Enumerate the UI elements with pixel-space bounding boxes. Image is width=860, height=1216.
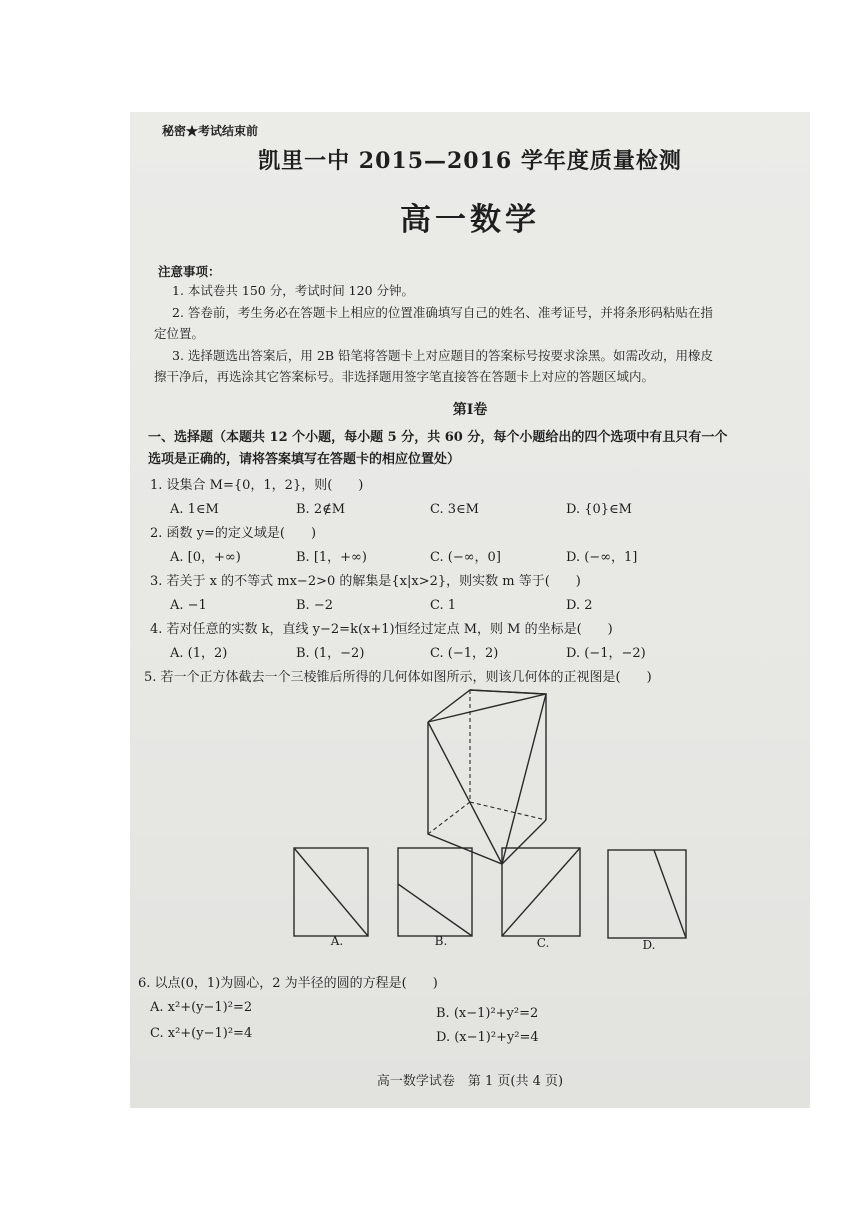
note-3-line-1: 3. 选择题选出答案后，用 2B 铅笔将答题卡上对应题目的答案标号按要求涂黑。如需改动，用橡皮 [172, 348, 713, 363]
question-3-option-a: A. −1 [170, 598, 207, 613]
question-6-option-d: D. (x−1)²+y²=4 [436, 1030, 539, 1045]
section-heading: 第Ⅰ卷 [452, 402, 488, 418]
question-1-option-b: B. 2∉M [296, 502, 346, 517]
front-view-label-b: B. [434, 934, 448, 948]
cube-hidden-bottom-edge [470, 802, 546, 820]
notes-heading: 注意事项： [158, 264, 221, 279]
exam-title: 凯里一中 2015—2016 学年度质量检测 [258, 148, 682, 174]
question-2-option-a: A. [0，+∞) [170, 550, 241, 565]
front-view-option-c [500, 846, 584, 942]
front-view-label-c: C. [536, 936, 550, 950]
question-2-option-d: D. (−∞，1] [566, 550, 638, 565]
question-1-stem: 1. 设集合 M={0，1，2}，则( ) [150, 478, 364, 493]
subject-title: 高一数学 [400, 202, 540, 238]
front-view-label-a: A. [330, 934, 344, 948]
question-6-option-a: A. x²+(y−1)²=2 [150, 1000, 253, 1015]
part-instructions-line-1: 一、选择题（本题共 12 个小题，每小题 5 分，共 60 分，每个小题给出的四个选项中有且只有一个 [148, 430, 728, 445]
question-4-option-c: C. (−1，2) [430, 646, 499, 661]
question-3-option-b: B. −2 [296, 598, 333, 613]
question-4-stem: 4. 若对任意的实数 k，直线 y−2=k(x+1)恒经过定点 M，则 M 的坐标是( ) [150, 622, 613, 637]
page-footer: 高一数学试卷 第 1 页(共 4 页) [376, 1074, 564, 1089]
question-1-option-d: D. {0}∈M [566, 502, 632, 517]
front-view-option-d [606, 848, 690, 944]
cube-front-edges [428, 722, 546, 864]
note-3-line-2: 擦干净后，再选涂其它答案标号。非选择题用签字笔直接答在答题卡上对应的答题区域内。 [154, 369, 655, 384]
question-4-option-a: A. (1，2) [170, 646, 228, 661]
note-2-line-1: 2. 答卷前，考生务必在答题卡上相应的位置准确填写自己的姓名、准考证号，并将条形码粘贴在指 [172, 305, 713, 320]
confidential-label: 秘密★考试结束前 [162, 124, 259, 138]
question-3-option-c: C. 1 [430, 598, 457, 613]
question-4-option-d: D. (−1，−2) [566, 646, 646, 661]
front-view-option-b [396, 846, 476, 942]
question-2-option-c: C. (−∞，0] [430, 550, 501, 565]
question-4-option-b: B. (1，−2) [296, 646, 365, 661]
question-3-stem: 3. 若关于 x 的不等式 mx−2>0 的解集是{x|x>2}，则实数 m 等于( ) [150, 574, 581, 589]
question-5-stem: 5. 若一个正方体截去一个三棱锥后所得的几何体如图所示，则该几何体的正视图是( ) [144, 670, 652, 685]
question-1-option-c: C. 3∈M [430, 502, 479, 517]
question-2-option-b: B. [1，+∞) [296, 550, 367, 565]
note-2-line-2: 定位置。 [154, 326, 205, 341]
note-1: 1. 本试卷共 150 分，考试时间 120 分钟。 [172, 283, 415, 298]
front-view-label-d: D. [642, 938, 656, 952]
cube-diagonal-edge [428, 722, 502, 864]
question-6-option-b: B. (x−1)²+y²=2 [436, 1006, 539, 1021]
exam-page [130, 112, 810, 1108]
question-3-option-d: D. 2 [566, 598, 593, 613]
front-view-option-a [292, 846, 372, 942]
truncated-cube-figure [416, 682, 556, 868]
part-instructions-line-2: 选项是正确的，请将答案填写在答题卡的相应位置处） [148, 452, 461, 467]
question-6-stem: 6. 以点(0，1)为圆心，2 为半径的圆的方程是( ) [138, 976, 438, 991]
question-1-option-a: A. 1∈M [170, 502, 219, 517]
question-6-option-c: C. x²+(y−1)²=4 [150, 1026, 253, 1041]
question-2-stem: 2. 函数 y=的定义域是( ) [150, 526, 317, 541]
